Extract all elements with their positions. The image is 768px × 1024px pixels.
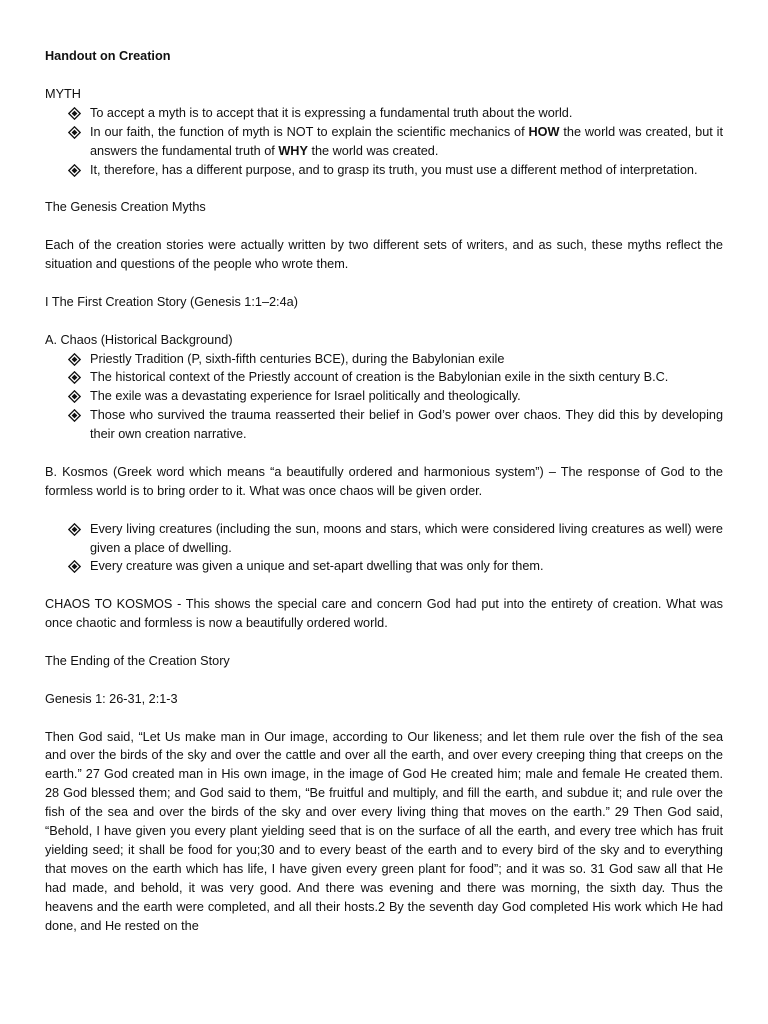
- diamond-bullet-icon: [68, 126, 81, 139]
- scripture-paragraph: Then God said, “Let Us make man in Our image, according to Our likeness; and let them rule over the fish of the sea and over the birds of the sky and over the cattle and over all the earth, and over every creeping thing that creeps on the earth.” 27 God created man in His own image, in the image of God He created him; male and female He created them. 28 God blessed them; and God said to them, “Be fruitful and multiply, and fill the earth, and subdue it; and rule over the fish of the sea and over the birds of the sky and over every living thing that moves on the earth.” 29 Then God said, “Behold, I have given you every plant yielding seed that is on the surface of all the earth, and every tree which has fruit yielding seed; it shall be food for you;30 and to every beast of the earth and to every bird of the sky and to everything that moves on the earth which has life, I have given every green plant for food”; and it was so. 31 God saw all that He had made, and behold, it was very good. And there was evening and there was morning, the sixth day. Thus the heavens and the earth were completed, and all their hosts.2 By the seventh day God completed His work which He had done, and He rested on the: [45, 729, 723, 933]
- diamond-bullet-icon: [68, 390, 81, 403]
- list-item: [45, 520, 723, 558]
- diamond-bullet-icon: [68, 107, 81, 120]
- bullet-text: Those who survived the trauma reasserted their belief in God’s power over chaos. They did this by developing their own creation narrative.: [90, 408, 723, 442]
- spacer: [45, 633, 723, 652]
- bullet-text: To accept a myth is to accept that it is expressing a fundamental truth about the world.: [90, 105, 573, 120]
- diamond-bullet-icon: [68, 409, 81, 422]
- bullet-text: The historical context of the Priestly account of creation is the Babylonian exile in the sixth century B.C.: [90, 370, 669, 385]
- spacer: [45, 444, 723, 463]
- kosmos-paragraph: B. Kosmos (Greek word which means “a beautifully ordered and harmonious system”) – The response of God to the formless world is to bring order to it. What was once chaos will be given order.: [45, 464, 723, 498]
- document-page: [45, 47, 723, 936]
- bullet-text: Every creature was given a unique and set-apart dwelling that was only for them.: [90, 559, 544, 574]
- diamond-bullet-icon: [68, 353, 81, 366]
- list-item: [45, 368, 723, 387]
- spacer: [45, 179, 723, 198]
- spacer: [45, 66, 723, 85]
- bullet-text: the world was created.: [307, 143, 439, 158]
- diamond-bullet-icon: [68, 371, 81, 384]
- spacer: [45, 671, 723, 690]
- genesis-heading: The Genesis Creation Myths: [45, 200, 206, 215]
- bullet-text: the world was created, but it answers the fundamental truth of: [90, 124, 723, 158]
- list-item: [45, 350, 723, 369]
- list-item: [45, 161, 723, 180]
- emphasis-why: WHY: [278, 143, 308, 158]
- spacer: [45, 217, 723, 236]
- myth-heading: MYTH: [45, 86, 81, 101]
- emphasis-how: HOW: [528, 124, 560, 139]
- diamond-bullet-icon: [68, 523, 81, 536]
- list-item: [45, 387, 723, 406]
- list-item: [45, 104, 723, 123]
- bullet-text: Every living creatures (including the sun, moons and stars, which were considered living creatures as well) were given a place of dwelling.: [90, 521, 723, 555]
- bullet-text: In our faith, the function of myth is NOT to explain the scientific mechanics of: [90, 124, 529, 139]
- bullet-text: It, therefore, has a different purpose, and to grasp its truth, you must use a different method of interpretation.: [90, 162, 698, 177]
- diamond-bullet-icon: [68, 164, 81, 177]
- list-item: [45, 557, 723, 576]
- spacer: [45, 709, 723, 728]
- chaos-heading: A. Chaos (Historical Background): [45, 332, 233, 347]
- genesis-paragraph: Each of the creation stories were actually written by two different sets of writers, and as such, these myths reflect the situation and questions of the people who wrote them.: [45, 238, 723, 272]
- document-title: Handout on Creation: [45, 49, 171, 63]
- spacer: [45, 501, 723, 520]
- bullet-text: The exile was a devastating experience for Israel politically and theologically.: [90, 389, 521, 404]
- kosmos-bullet-list: [45, 520, 723, 577]
- chaos-to-kosmos-paragraph: CHAOS TO KOSMOS - This shows the special care and concern God had put into the entirety of creation. What was once chaotic and formless is now a beautifully ordered world.: [45, 597, 723, 631]
- spacer: [45, 312, 723, 331]
- page-bottom-fade: [0, 954, 768, 1024]
- list-item: [45, 123, 723, 161]
- chaos-bullet-list: [45, 350, 723, 445]
- bullet-text: Priestly Tradition (P, sixth-fifth centuries BCE), during the Babylonian exile: [90, 351, 505, 366]
- spacer: [45, 576, 723, 595]
- spacer: [45, 274, 723, 293]
- first-story-heading: I The First Creation Story (Genesis 1:1–2:4a): [45, 294, 298, 309]
- genesis-reference: Genesis 1: 26-31, 2:1-3: [45, 691, 178, 706]
- diamond-bullet-icon: [68, 560, 81, 573]
- list-item: [45, 406, 723, 444]
- myth-bullet-list: [45, 104, 723, 180]
- ending-heading: The Ending of the Creation Story: [45, 653, 230, 668]
